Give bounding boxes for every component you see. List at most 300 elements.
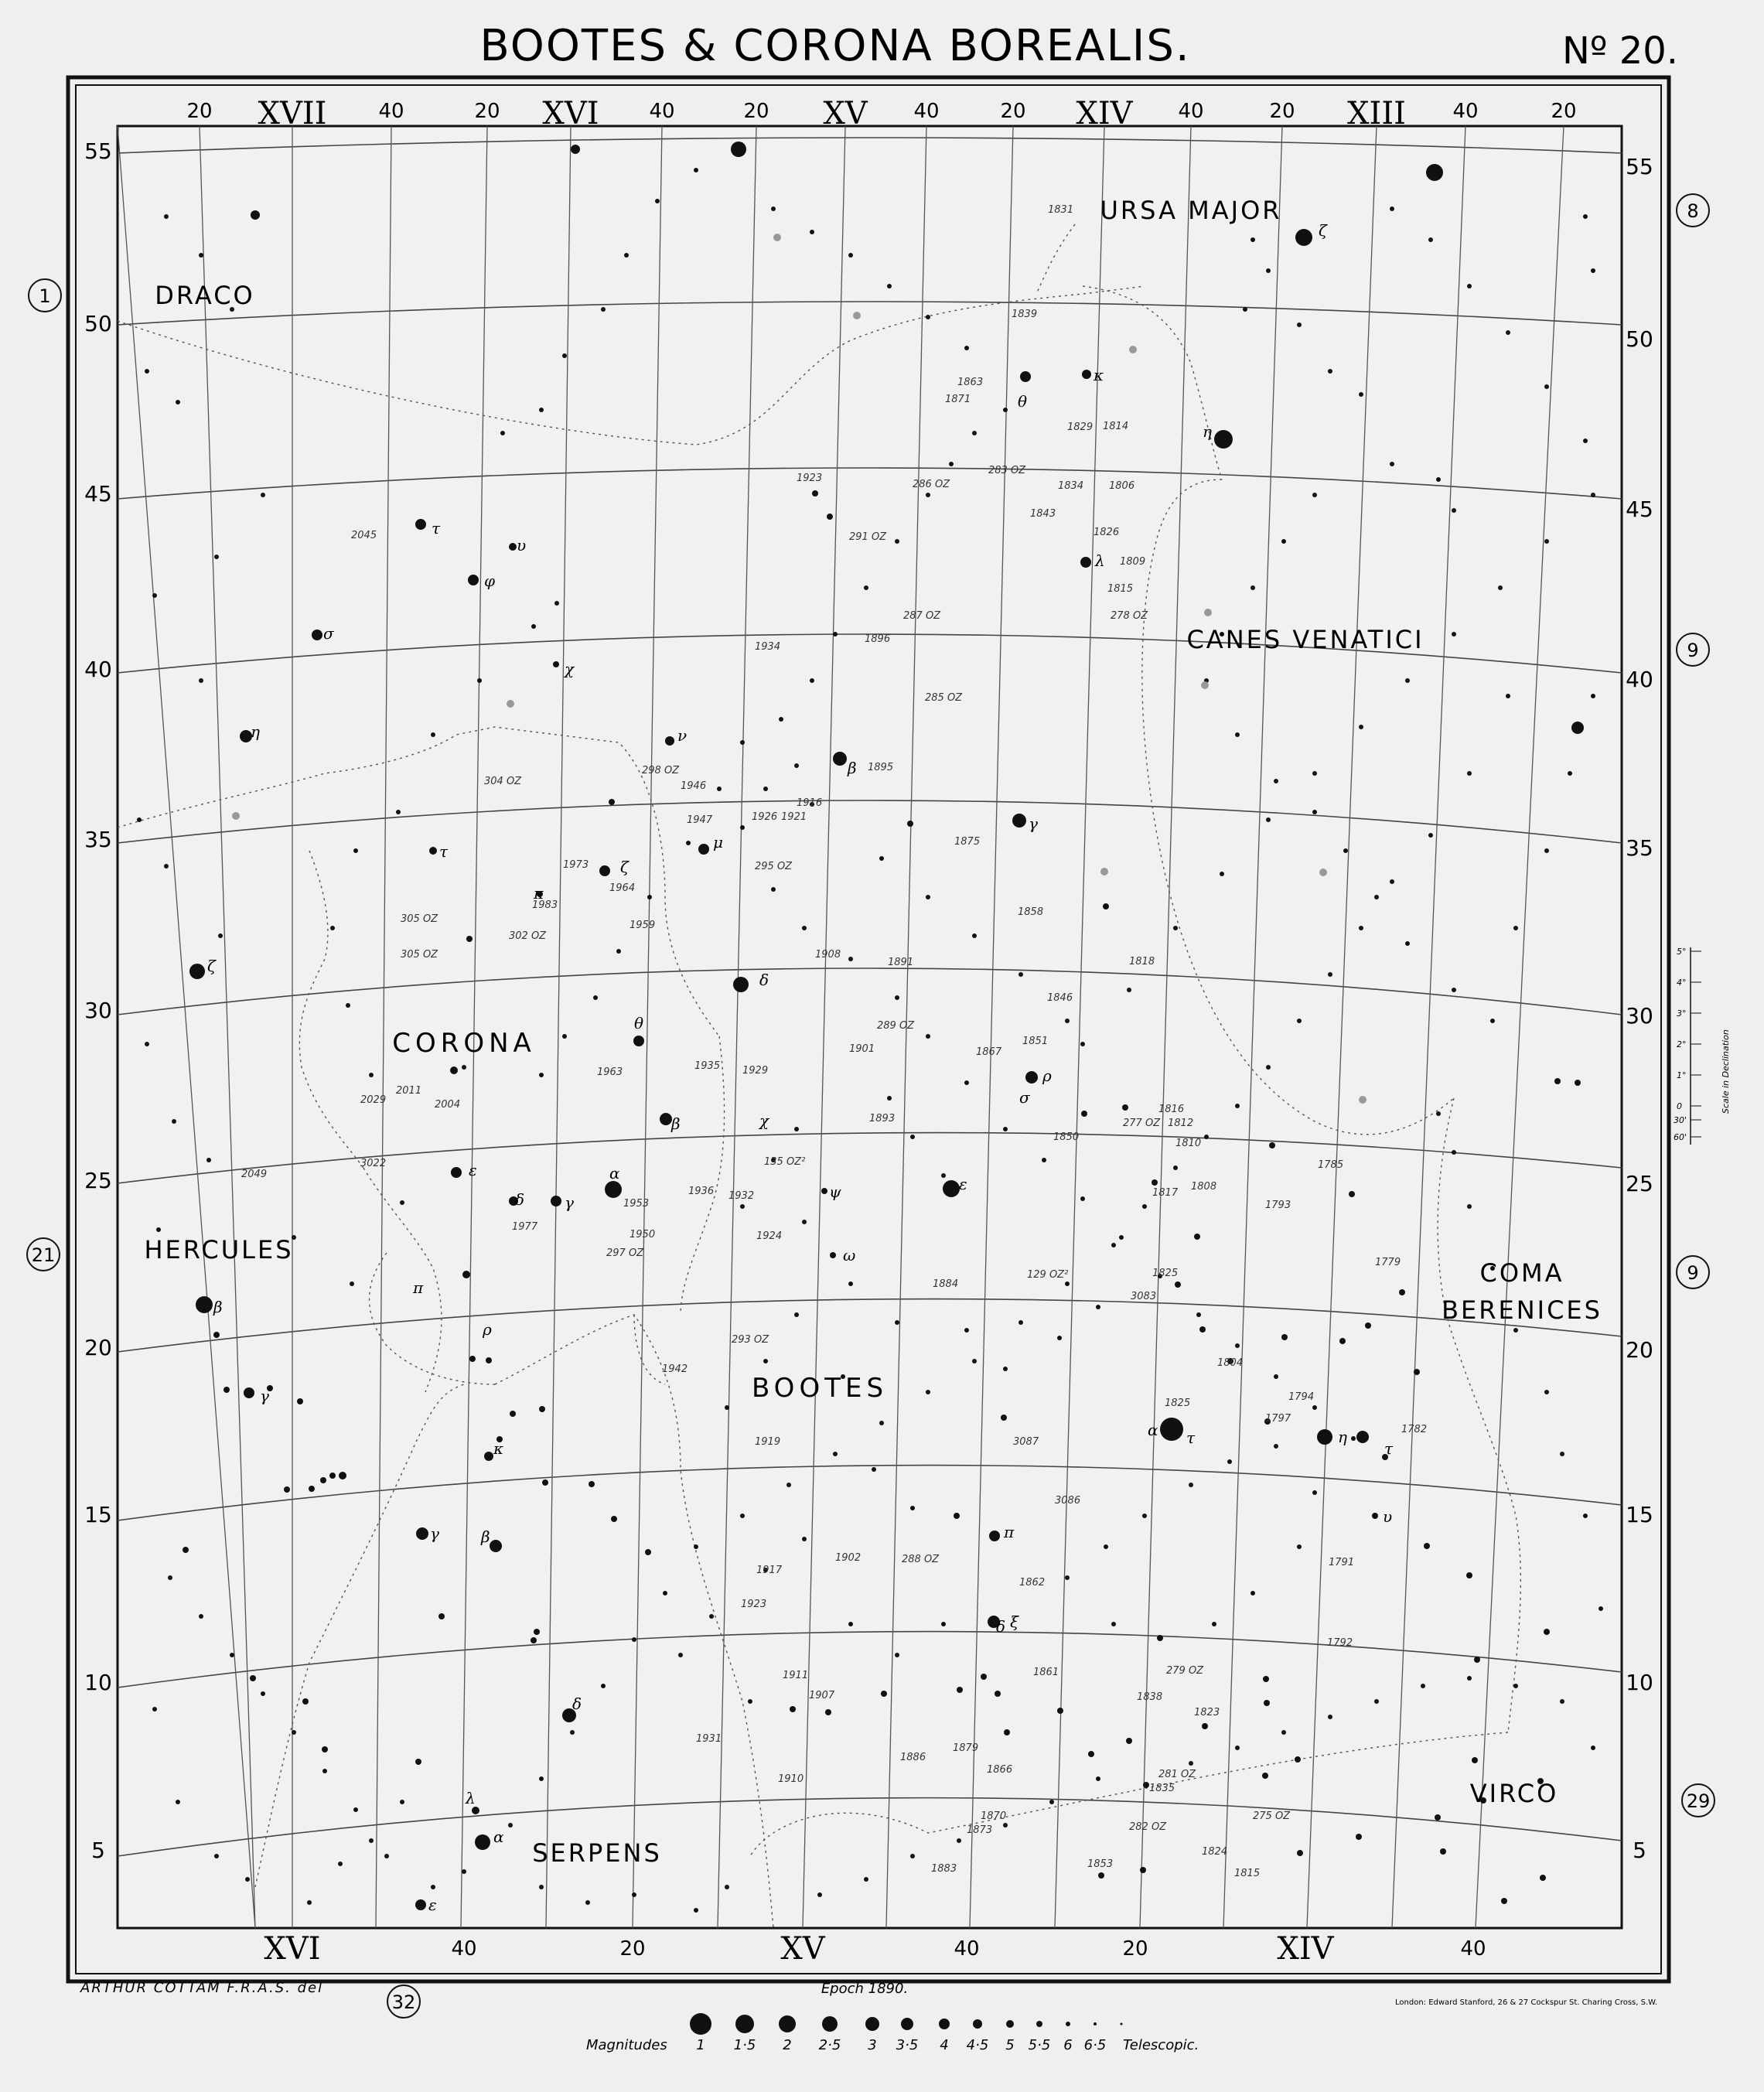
ra-hour-label: XIII [1347, 96, 1406, 131]
star [1544, 1390, 1549, 1394]
star [1436, 477, 1441, 482]
declination-scale [1674, 947, 1731, 1145]
star [1583, 214, 1588, 219]
faint-object [507, 700, 514, 708]
star-number: 3086 [1055, 1495, 1081, 1507]
star [926, 493, 930, 497]
star [1575, 1080, 1581, 1086]
star [709, 1614, 714, 1619]
magnitude-dot [973, 2019, 982, 2029]
star [1250, 1591, 1255, 1595]
star [812, 490, 818, 497]
star [1194, 1234, 1200, 1240]
star-number: 1867 [976, 1046, 1002, 1058]
star [1049, 1800, 1054, 1804]
constellation-virgo: VIRCO [1469, 1779, 1559, 1808]
star [1435, 1814, 1441, 1821]
star-number: 1824 [1202, 1846, 1228, 1858]
star [176, 1800, 180, 1804]
dec-label: 35 [84, 827, 112, 852]
star-label-beta-crb: β [671, 1114, 681, 1133]
star [531, 624, 536, 629]
star [369, 1073, 374, 1077]
star [887, 284, 892, 288]
star-number: 1808 [1191, 1181, 1217, 1193]
star-label-gamma-her: γ [260, 1387, 269, 1405]
footer [80, 1980, 1657, 2053]
star [1312, 493, 1317, 497]
star [223, 1387, 230, 1393]
star-number: 1818 [1129, 956, 1155, 968]
star-number: 1812 [1168, 1118, 1194, 1129]
star [1262, 1773, 1268, 1779]
star-label-alpha-crb: α [609, 1164, 620, 1183]
star [848, 253, 853, 258]
star [1599, 1606, 1603, 1611]
star-number: 1825 [1165, 1398, 1191, 1409]
star [599, 865, 610, 876]
star [1235, 1104, 1240, 1108]
star [384, 1854, 389, 1858]
star [1235, 732, 1240, 737]
adjacent-chart-ref[interactable] [1677, 194, 1709, 227]
star [1081, 1111, 1087, 1117]
adjacent-chart-ref[interactable] [1677, 633, 1709, 666]
star-label-zeta-uma: ζ [1319, 221, 1327, 240]
star [926, 1390, 930, 1394]
star [1202, 1723, 1208, 1729]
star-number: 291 OZ [849, 531, 887, 543]
star [462, 1065, 466, 1070]
star [1103, 903, 1109, 909]
star [213, 1332, 220, 1338]
star-number: 1935 [694, 1060, 721, 1072]
star [250, 1675, 256, 1681]
star [647, 895, 652, 899]
dec-label: 5 [1633, 1838, 1646, 1863]
magnitude-value: 2 [783, 2037, 792, 2053]
star [477, 678, 482, 683]
star [469, 1356, 476, 1362]
star-label-beta-her: β [213, 1298, 223, 1316]
magnitude-value: 4 [940, 2037, 949, 2053]
star-number: 1826 [1094, 527, 1120, 538]
star [338, 1862, 343, 1866]
magnitudes-label: Magnitudes [586, 2037, 667, 2053]
star [964, 1080, 969, 1085]
dec-label: 30 [84, 998, 112, 1023]
dec-label: 10 [1626, 1670, 1653, 1695]
star-number: 1934 [755, 641, 781, 653]
star-number: 293 OZ [732, 1334, 769, 1346]
star [1374, 1699, 1379, 1704]
star-number: 1815 [1107, 583, 1134, 595]
star [156, 1227, 161, 1232]
star-number: 1929 [742, 1065, 769, 1077]
star [740, 825, 745, 830]
ra-label: 20 [743, 100, 769, 123]
dec-label: 45 [84, 481, 112, 507]
star-number: 1901 [849, 1043, 875, 1055]
star [895, 539, 899, 544]
magnitude-value: 4·5 [966, 2037, 989, 2053]
star [1349, 1191, 1355, 1197]
star-number: 1806 [1109, 480, 1135, 492]
star [1591, 694, 1595, 698]
star [1104, 1544, 1108, 1549]
faint-object [773, 234, 781, 241]
magnitude-value: 3·5 [896, 2037, 919, 2053]
star [1220, 872, 1224, 876]
star [763, 1359, 768, 1363]
magnitude-dot [1094, 2022, 1097, 2025]
star-number: 1779 [1375, 1257, 1401, 1268]
ra-label: 20 [1269, 100, 1295, 123]
magnitude-value: 5 [1005, 2037, 1015, 2053]
star [539, 1885, 544, 1889]
star-number: 1923 [797, 473, 823, 484]
star [1281, 1730, 1286, 1735]
star [307, 1900, 312, 1905]
star [1571, 722, 1584, 734]
scale-tick: 30' [1674, 1115, 1687, 1125]
star [725, 1405, 729, 1410]
star [802, 926, 807, 930]
star [1467, 284, 1472, 288]
adjacent-chart-ref[interactable] [29, 279, 61, 312]
star [1004, 1729, 1010, 1735]
star-label-gamma-ser: γ [430, 1524, 439, 1543]
star [609, 799, 615, 805]
star [616, 949, 621, 954]
star [1020, 371, 1031, 382]
star [1317, 1429, 1332, 1445]
star [864, 1877, 868, 1882]
star-number: 1910 [778, 1773, 804, 1785]
star [694, 168, 698, 172]
star [1554, 1078, 1561, 1084]
star-number: 1883 [931, 1863, 957, 1875]
star-label-zeta-her: ζ [207, 957, 216, 975]
star [486, 1357, 492, 1363]
star [1281, 1334, 1288, 1340]
star-label-chi-boo: χ [759, 1111, 769, 1130]
star [740, 1204, 745, 1209]
star [196, 1296, 213, 1313]
ra-label: 20 [186, 100, 213, 123]
dec-label: 55 [84, 138, 112, 164]
dec-label: 20 [84, 1335, 112, 1360]
magnitude-dot [1036, 2021, 1042, 2027]
adjacent-chart-ref[interactable] [1682, 1784, 1715, 1817]
star [910, 1854, 915, 1858]
star [645, 1549, 651, 1555]
adjacent-chart-number: 9 [1687, 1262, 1699, 1284]
star [1424, 1543, 1430, 1549]
star-number: 1782 [1401, 1424, 1428, 1435]
star [1057, 1708, 1063, 1714]
dec-label: 25 [1626, 1171, 1653, 1196]
ra-label: 40 [451, 1937, 477, 1961]
star-number: 1896 [865, 633, 891, 645]
ra-label: 40 [378, 100, 404, 123]
star-number: 1851 [1022, 1036, 1049, 1047]
star-label-pi-boo: π [1004, 1523, 1015, 1541]
star [593, 995, 598, 1000]
star [189, 964, 205, 979]
star-label-beta-ser: β [481, 1527, 490, 1546]
star-number: 1932 [728, 1190, 755, 1202]
adjacent-chart-number: 29 [1686, 1790, 1711, 1812]
star [542, 1479, 548, 1486]
star [553, 661, 559, 667]
star [830, 1252, 836, 1258]
star-label-upsilon-boo: υ [1383, 1507, 1393, 1526]
star-number: 1924 [756, 1230, 783, 1242]
star [1127, 988, 1131, 992]
adjacent-chart-ref[interactable] [387, 1985, 420, 2018]
star [740, 740, 745, 745]
scale-tick: 4° [1677, 978, 1687, 988]
constellation-serpens: SERPENS [532, 1838, 662, 1868]
star [794, 1127, 799, 1131]
star [725, 1885, 729, 1889]
star [322, 1746, 328, 1752]
star [1591, 493, 1595, 497]
star [400, 1800, 404, 1804]
faint-object [1201, 681, 1209, 689]
star [152, 593, 157, 598]
star [292, 1730, 296, 1735]
star [733, 977, 749, 992]
star-number: 1823 [1194, 1707, 1220, 1718]
star-label-pi-ser: π [413, 1278, 424, 1297]
star-number: 305 OZ [401, 913, 438, 925]
star-number: 1926 [752, 811, 778, 823]
magnitude-dot [822, 2016, 838, 2032]
star [145, 369, 149, 374]
star-number: 304 OZ [484, 776, 522, 787]
star [1513, 1684, 1518, 1688]
ra-label: 20 [1000, 100, 1026, 123]
star [1018, 1320, 1023, 1325]
star-number: 289 OZ [877, 1020, 915, 1032]
star [1065, 1019, 1070, 1023]
star-number: 1973 [563, 859, 589, 871]
star [1297, 1019, 1302, 1023]
star-number: 1817 [1152, 1187, 1179, 1199]
star [1160, 1418, 1183, 1441]
star [601, 1684, 606, 1688]
star [995, 1691, 1001, 1697]
star [794, 763, 799, 768]
star-label-epsilon: ε [959, 1175, 967, 1193]
scale-tick: 5° [1677, 947, 1687, 957]
star-label-tau: τ [432, 519, 441, 538]
star-number: 1843 [1030, 508, 1056, 520]
star [632, 1892, 636, 1897]
star [848, 957, 853, 961]
publisher-credit: London: Edward Stanford, 26 & 27 Cockspur St. Charing Cross, S.W. [1395, 1998, 1658, 2007]
star-number: 1884 [933, 1278, 959, 1290]
star-number: 282 OZ [1129, 1821, 1167, 1833]
adjacent-chart-ref[interactable] [1677, 1256, 1709, 1288]
star-number: 1863 [957, 377, 984, 388]
dec-label: 55 [1626, 154, 1653, 179]
star [490, 1540, 502, 1552]
star [1243, 307, 1247, 312]
star [329, 1473, 336, 1479]
star-number: 129 OZ² [1027, 1269, 1069, 1281]
star-number: 3083 [1131, 1291, 1157, 1302]
star [1003, 1823, 1008, 1828]
star [748, 1699, 752, 1704]
star [1263, 1676, 1269, 1682]
star [926, 1034, 930, 1039]
star [779, 717, 783, 722]
plate-number: Nº 20. [1561, 29, 1679, 73]
adjacent-chart-number: 9 [1687, 640, 1699, 661]
star [1119, 1235, 1124, 1240]
star [821, 1188, 827, 1194]
star [1506, 330, 1510, 335]
star [1001, 1415, 1007, 1421]
star-number: 1936 [688, 1186, 715, 1197]
star [431, 1885, 435, 1889]
star [771, 206, 776, 211]
star [1351, 1436, 1356, 1441]
star-number: 1977 [512, 1221, 538, 1233]
ra-hour-label: XVII [258, 96, 327, 131]
scale-tick: 1° [1677, 1070, 1687, 1080]
star-number: 1839 [1012, 309, 1038, 320]
star [1250, 237, 1255, 242]
star-number: 1815 [1234, 1868, 1261, 1879]
star-number: 1785 [1318, 1159, 1344, 1171]
star [137, 817, 142, 822]
star-number: 1866 [987, 1764, 1013, 1776]
scale-tick: 2° [1677, 1039, 1687, 1049]
star-number: 1947 [687, 814, 713, 826]
star [817, 1892, 822, 1897]
star-number: 278 OZ [1111, 610, 1148, 622]
star [1467, 771, 1472, 776]
magnitude-dot [939, 2019, 950, 2029]
star-number: 295 OZ [755, 861, 793, 872]
star [1235, 1343, 1240, 1348]
dec-label: 25 [84, 1168, 112, 1193]
star [218, 933, 223, 938]
star [1390, 462, 1394, 466]
star [660, 1113, 672, 1125]
star [244, 1387, 254, 1398]
ra-hour-label: XVI [542, 96, 599, 131]
dec-label: 20 [1626, 1337, 1653, 1363]
star [802, 1220, 807, 1224]
star-label-rho: ρ [483, 1320, 492, 1339]
star-number: 2049 [241, 1169, 268, 1180]
star [284, 1486, 290, 1493]
author-credit: ARTHUR COTTAM F.R.A.S. del [80, 1980, 324, 1996]
star [1474, 1657, 1480, 1663]
star [1421, 1684, 1425, 1688]
star [825, 1709, 831, 1715]
star [1328, 972, 1332, 977]
star [1122, 1104, 1128, 1111]
star [451, 1167, 462, 1178]
star [230, 1653, 234, 1657]
star-number: 1870 [981, 1810, 1007, 1822]
star [1173, 1165, 1178, 1170]
bottom-ra-axis [264, 1931, 1486, 1967]
star [678, 1653, 683, 1657]
star [941, 1622, 946, 1626]
star [508, 1823, 513, 1828]
star [1264, 1700, 1270, 1706]
magnitude-value: 5·5 [1028, 2037, 1051, 2053]
star [601, 307, 606, 312]
star [1428, 833, 1433, 838]
star [297, 1398, 303, 1404]
star-number: 1923 [741, 1599, 767, 1610]
star [353, 1807, 358, 1812]
star-number: 1931 [696, 1733, 722, 1745]
star [554, 601, 559, 606]
star [309, 1486, 315, 1492]
star [416, 1527, 428, 1540]
star [589, 1481, 595, 1487]
star [1126, 1738, 1132, 1744]
star [1297, 1544, 1302, 1549]
star-number: 1963 [597, 1066, 623, 1078]
star [1359, 392, 1363, 397]
star [1235, 1746, 1240, 1750]
star [1374, 895, 1379, 899]
scale-tick: 0 [1677, 1101, 1682, 1111]
scale-tick: 60' [1674, 1132, 1687, 1142]
ra-hour-label: XIV [1277, 1931, 1334, 1967]
star [1544, 1629, 1550, 1635]
ra-label: 40 [1178, 100, 1204, 123]
star-label-zeta-crb: ζ [620, 858, 629, 876]
star [1513, 1328, 1518, 1333]
star-label-lambda-ser: λ [466, 1789, 476, 1807]
adjacent-chart-ref[interactable] [27, 1238, 60, 1271]
ra-hour-label: XV [780, 1931, 825, 1967]
star [1560, 1452, 1564, 1456]
magnitude-dot [865, 2017, 879, 2031]
star [539, 1406, 545, 1412]
star [1544, 539, 1549, 544]
star [1328, 369, 1332, 374]
star [261, 1691, 265, 1696]
star-number: 1983 [532, 899, 558, 911]
star [172, 1119, 176, 1124]
star [1312, 771, 1317, 776]
star-number: 1919 [755, 1436, 781, 1448]
star-label-omega: ω [843, 1246, 856, 1264]
star [1140, 1867, 1146, 1873]
star [686, 841, 691, 845]
star [415, 1899, 426, 1910]
star [462, 1869, 466, 1874]
ra-label: 20 [474, 100, 500, 123]
dec-label: 35 [1626, 835, 1653, 861]
star [1098, 1872, 1104, 1879]
star-label-delta: δ [996, 1617, 1006, 1636]
star-number: 1871 [945, 394, 971, 405]
star-label-lambda-boo: λ [1095, 551, 1105, 570]
